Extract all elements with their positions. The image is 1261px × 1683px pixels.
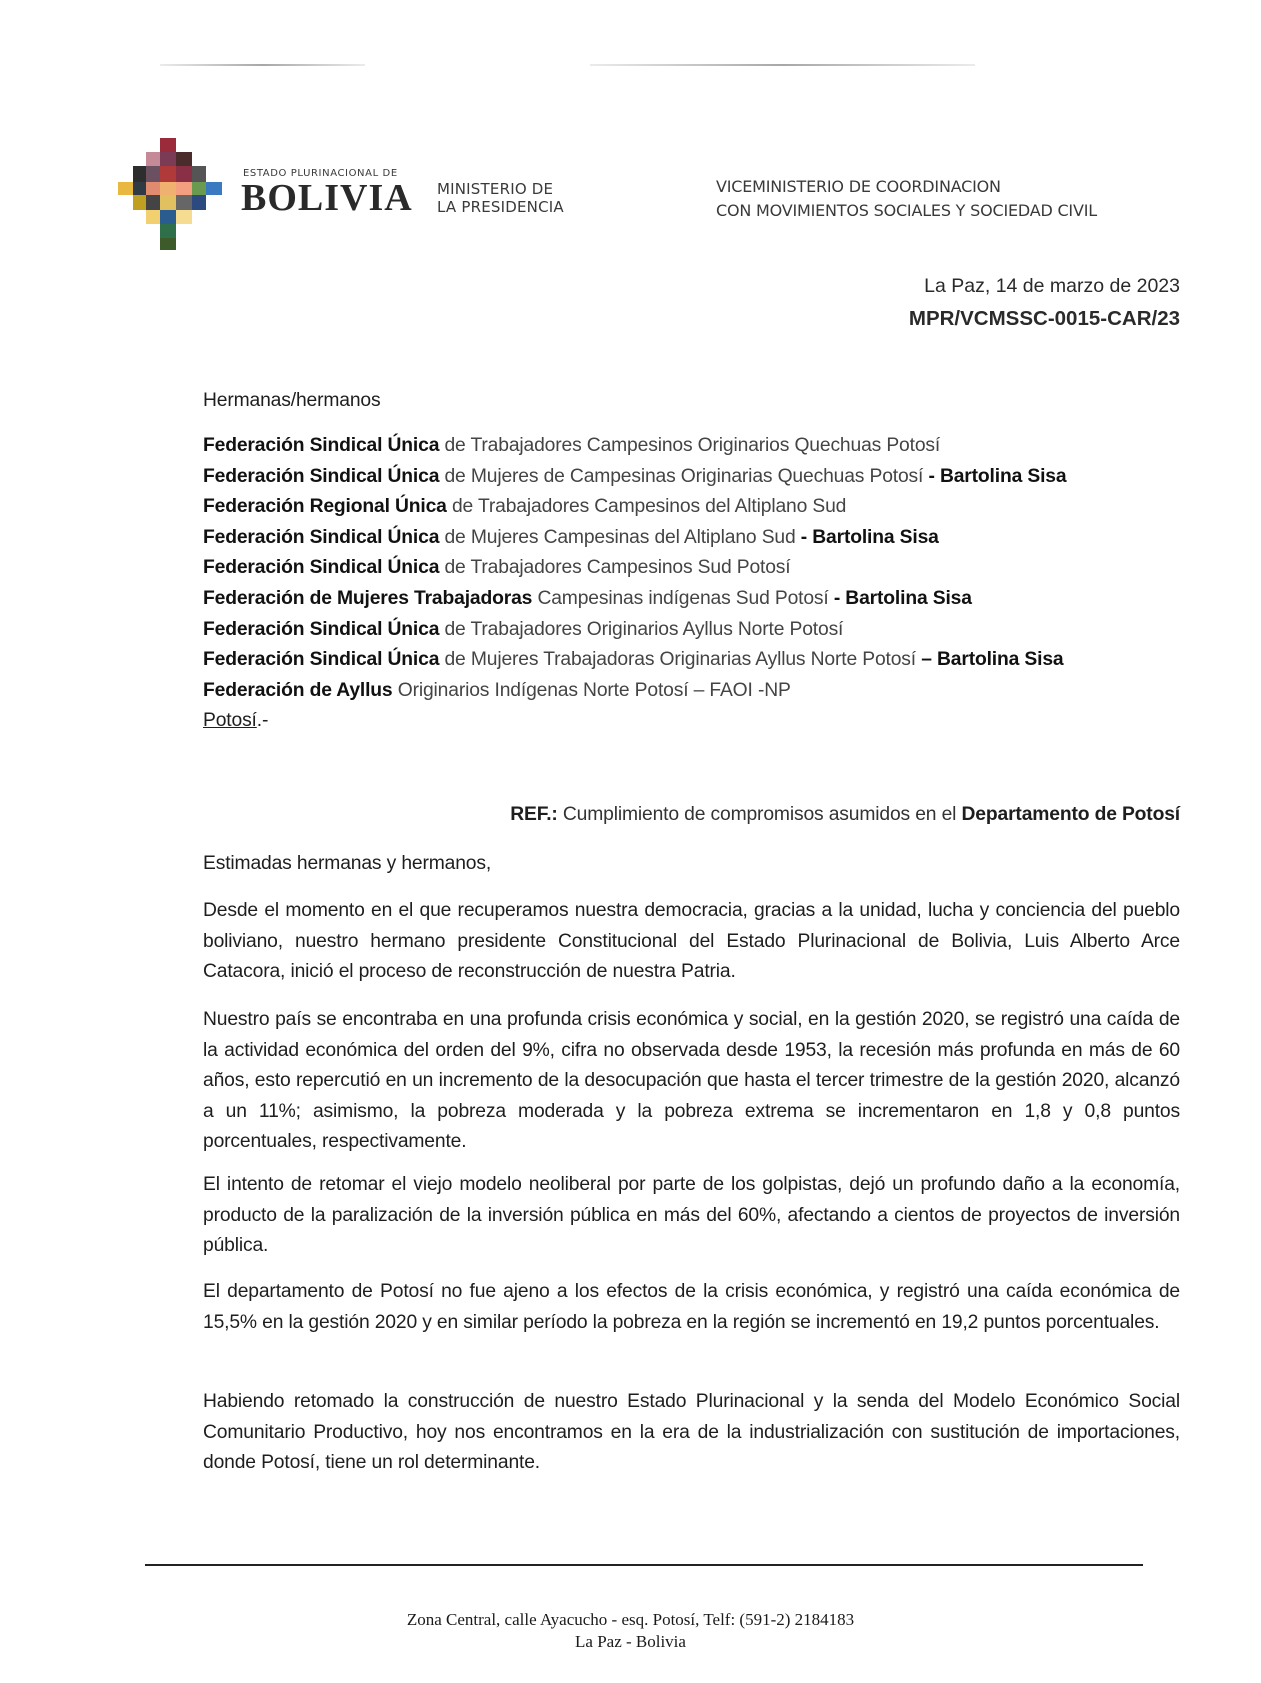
- footer-divider: [145, 1564, 1143, 1566]
- footer-city: La Paz - Bolivia: [575, 1632, 686, 1651]
- subject-reference: [510, 800, 1180, 831]
- bolivia-logo-icon: [115, 135, 230, 253]
- recipient-item: Federación de Mujeres Trabajadoras Campesinas indígenas Sud Potosí - Bartolina Sisa: [203, 587, 972, 609]
- recipient-item: Federación Sindical Única de Mujeres Campesinas del Altiplano Sud - Bartolina Sisa: [203, 526, 939, 548]
- country-wordmark: BOLIVIA: [241, 177, 413, 219]
- body-paragraph-5: Habiendo retomado la construcción de nuestro Estado Plurinacional y la senda del Modelo Económico Social Comunitario Productivo, hoy nos encontramos en la era de la industrialización con sustitución de importaciones, donde Potosí, tiene un rol determinante.: [203, 1391, 1180, 1473]
- body-paragraph-3: El intento de retomar el viejo modelo neoliberal por parte de los golpistas, dejó un profundo daño a la economía, producto de la paralización de la inversión pública en más del 60%, afectando a cientos de proyectos de inversión pública.: [203, 1174, 1180, 1256]
- body-paragraph-4: El departamento de Potosí no fue ajeno a los efectos de la crisis económica, y registró una caída económica de 15,5% en la gestión 2020 y en similar período la pobreza en la región se incrementó en 19,2 puntos porcentuales.: [203, 1281, 1180, 1333]
- recipient-list: [203, 431, 1066, 737]
- body-paragraph-2: Nuestro país se encontraba en una profunda crisis económica y social, en la gestión 2020, se registró una caída de la actividad económica del orden del 9%, cifra no observada desde 1953, la recesión más profunda en más de 60 años, esto repercutió en un incremento de la desocupación que hasta el tercer trimestre de la gestión 2020, alcanzó a un 11%; asimismo, la pobreza moderada y la pobreza extrema se incrementaron en 1,8 y 0,8 puntos porcentuales, respectivamente.: [203, 1009, 1180, 1152]
- viceministry-line-1: VICEMINISTERIO DE COORDINACION: [716, 177, 1001, 196]
- scan-edge-line-left: [160, 64, 365, 66]
- subject-text: Cumplimiento de compromisos asumidos en el: [557, 804, 962, 825]
- recipient-place: Potosí.-: [203, 710, 269, 732]
- ministry-name: [437, 180, 564, 216]
- salutation: Estimadas hermanas y hermanos,: [203, 853, 492, 874]
- ministry-line-1: MINISTERIO DE: [437, 180, 554, 198]
- recipient-item: Federación Sindical Única de Trabajadores Originarios Ayllus Norte Potosí: [203, 618, 844, 640]
- reference-number: MPR/VCMSSC-0015-CAR/23: [908, 307, 1180, 330]
- body-paragraph-1: Desde el momento en el que recuperamos nuestra democracia, gracias a la unidad, lucha y conciencia del pueblo boliviano, nuestro hermano presidente Constitucional del Estado Plurinacional de Bolivia, Luis Alberto Arce Catacora, inició el proceso de reconstrucción de nuestra Patria.: [203, 900, 1180, 982]
- subject-text-bold: Departamento de Potosí: [961, 804, 1180, 825]
- recipient-item: Federación Sindical Única de Mujeres Trabajadoras Originarias Ayllus Norte Potosí – Bartolina Sisa: [203, 649, 1064, 671]
- letter-date: La Paz, 14 de marzo de 2023: [924, 275, 1180, 297]
- ministry-line-2: LA PRESIDENCIA: [437, 198, 564, 216]
- greeting: Hermanas/hermanos: [203, 390, 381, 411]
- recipient-item: Federación Sindical Única de Trabajadores Campesinos Sud Potosí: [203, 557, 791, 579]
- subject-label: REF.:: [510, 804, 558, 825]
- footer-address: Zona Central, calle Ayacucho - esq. Potosí, Telf: (591-2) 2184183: [406, 1610, 855, 1629]
- state-line: ESTADO PLURINACIONAL DE: [243, 168, 398, 179]
- recipient-item: Federación Sindical Única de Trabajadores Campesinos Originarios Quechuas Potosí: [203, 435, 941, 456]
- recipient-item: Federación Regional Única de Trabajadores Campesinos del Altiplano Sud: [203, 496, 847, 518]
- recipient-item: Federación Sindical Única de Mujeres de Campesinas Originarias Quechuas Potosí - Bartolina Sisa: [203, 465, 1067, 487]
- footer-address-block: [0, 1609, 1261, 1653]
- viceministry-name: [716, 175, 1097, 223]
- scan-edge-line-right: [590, 64, 975, 66]
- viceministry-line-2: CON MOVIMIENTOS SOCIALES Y SOCIEDAD CIVIL: [716, 201, 1097, 220]
- recipient-item: Federación de Ayllus Originarios Indígenas Norte Potosí – FAOI -NP: [203, 679, 791, 701]
